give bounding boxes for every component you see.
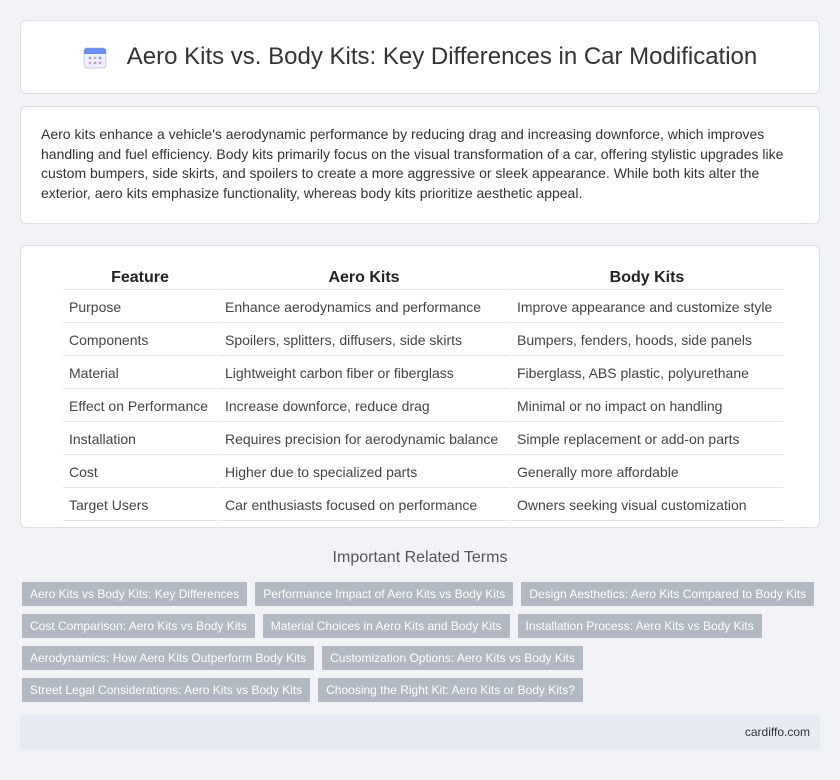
table-cell: Simple replacement or add-on parts	[511, 424, 783, 455]
tag-row	[22, 646, 822, 670]
related-term-link[interactable]: Installation Process: Aero Kits vs Body Kits	[518, 614, 762, 638]
table-row	[63, 292, 783, 323]
column-header: Aero Kits	[219, 266, 509, 290]
table-row	[63, 457, 783, 488]
related-term-link[interactable]: Material Choices in Aero Kits and Body Kits	[263, 614, 510, 638]
table-row	[63, 358, 783, 389]
table-row	[63, 325, 783, 356]
table-cell: Improve appearance and customize style	[511, 292, 783, 323]
table-cell: Minimal or no impact on handling	[511, 391, 783, 422]
related-terms-title: Important Related Terms	[332, 549, 508, 566]
table-cell: Enhance aerodynamics and performance	[219, 292, 509, 323]
table-cell: Components	[63, 325, 217, 356]
table-cell: Spoilers, splitters, diffusers, side skirts	[219, 325, 509, 356]
related-term-link[interactable]: Customization Options: Aero Kits vs Body Kits	[322, 646, 583, 670]
tag-row	[22, 614, 822, 638]
table-row	[63, 391, 783, 422]
related-term-link[interactable]: Performance Impact of Aero Kits vs Body Kits	[255, 582, 513, 606]
table-cell: Purpose	[63, 292, 217, 323]
footer	[20, 715, 820, 750]
intro-card	[20, 106, 820, 224]
related-term-link[interactable]: Street Legal Considerations: Aero Kits vs Body Kits	[22, 678, 310, 702]
column-header: Feature	[63, 266, 217, 290]
table-cell: Installation	[63, 424, 217, 455]
page-title: Aero Kits vs. Body Kits: Key Differences in Car Modification	[126, 43, 758, 70]
table-cell: Target Users	[63, 490, 217, 521]
table-cell: Owners seeking visual customization	[511, 490, 783, 521]
table-cell: Higher due to specialized parts	[219, 457, 509, 488]
column-header: Body Kits	[511, 266, 783, 290]
table-cell: Lightweight carbon fiber or fiberglass	[219, 358, 509, 389]
table-row	[63, 424, 783, 455]
comparison-table	[61, 264, 785, 523]
related-term-link[interactable]: Choosing the Right Kit: Aero Kits or Body Kits?	[318, 678, 583, 702]
calendar-icon	[83, 45, 107, 69]
table-header-row	[63, 266, 783, 290]
related-term-link[interactable]: Aerodynamics: How Aero Kits Outperform Body Kits	[22, 646, 314, 670]
related-term-link[interactable]: Cost Comparison: Aero Kits vs Body Kits	[22, 614, 255, 638]
table-cell: Effect on Performance	[63, 391, 217, 422]
table-cell: Fiberglass, ABS plastic, polyurethane	[511, 358, 783, 389]
tag-row	[22, 678, 822, 702]
table-cell: Cost	[63, 457, 217, 488]
table-cell: Material	[63, 358, 217, 389]
title-card	[20, 20, 820, 94]
table-row	[63, 490, 783, 521]
table-cell: Generally more affordable	[511, 457, 783, 488]
comparison-table-card	[20, 245, 820, 528]
related-term-link[interactable]: Aero Kits vs Body Kits: Key Differences	[22, 582, 247, 606]
table-cell: Car enthusiasts focused on performance	[219, 490, 509, 521]
tag-row	[22, 582, 822, 606]
related-term-link[interactable]: Design Aesthetics: Aero Kits Compared to Body Kits	[521, 582, 814, 606]
intro-paragraph: Aero kits enhance a vehicle's aerodynamic performance by reducing drag and increasing downforce, which improves handling and fuel efficiency. Body kits primarily focus on the visual transformation of a car, offering stylistic upgrades like custom bumpers, side skirts, and spoilers to create a more aggressive or sleek appearance. While both kits alter the exterior, aero kits emphasize functionality, whereas body kits prioritize aesthetic appeal.	[41, 126, 784, 201]
table-cell: Bumpers, fenders, hoods, side panels	[511, 325, 783, 356]
footer-site-link[interactable]: cardiffo.com	[744, 725, 810, 739]
table-cell: Increase downforce, reduce drag	[219, 391, 509, 422]
related-terms-list	[22, 582, 822, 710]
table-cell: Requires precision for aerodynamic balance	[219, 424, 509, 455]
